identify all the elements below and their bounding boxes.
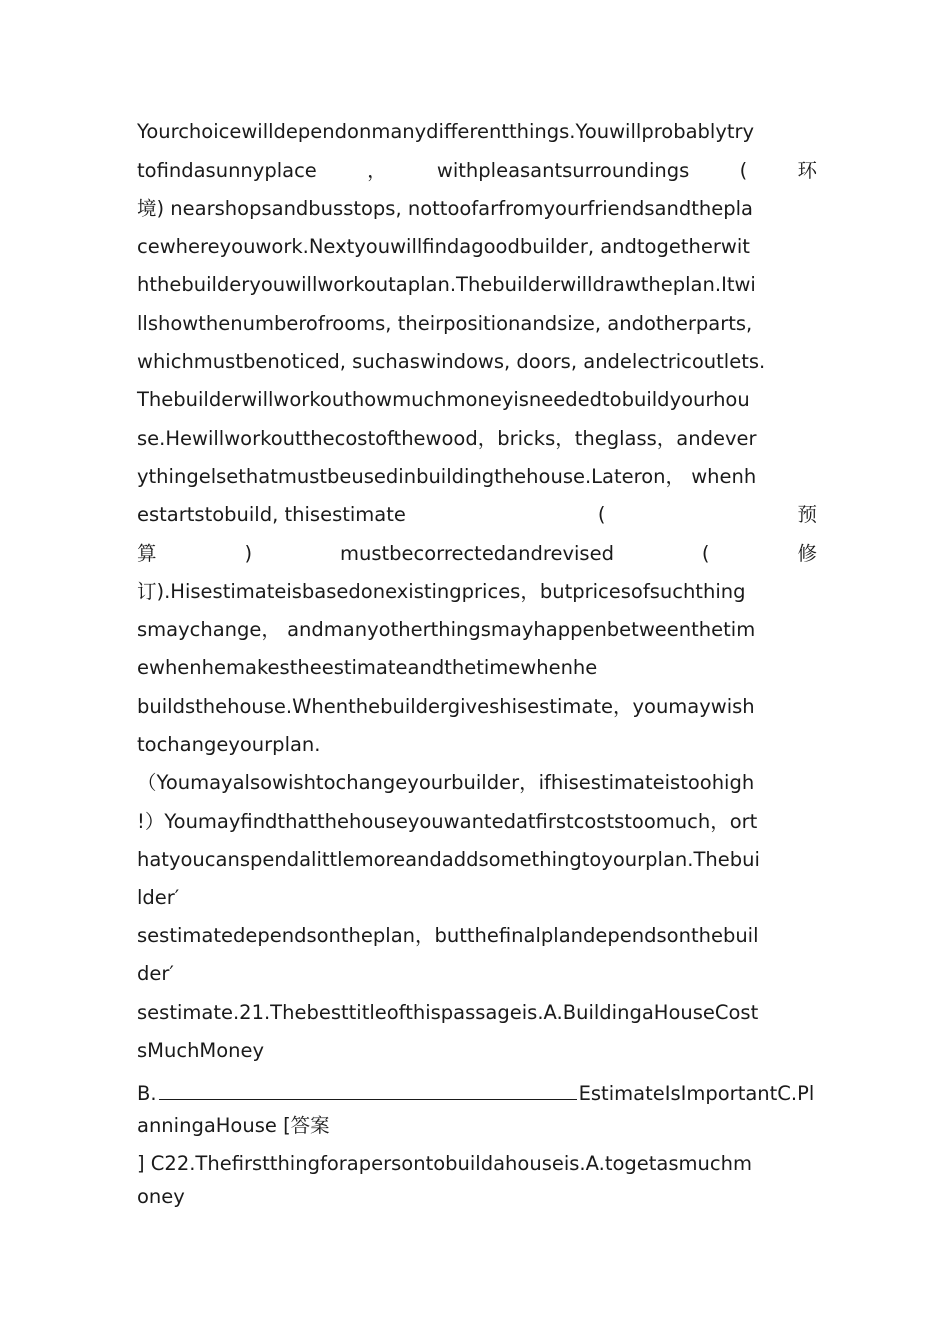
text-line: 境) nearshopsandbusstops, nottoofarfromyourfriendsandthepla (137, 197, 753, 220)
text-line: ythingelsethatmustbeusedinbuildingthehouse.Lateron， whenh (137, 465, 757, 488)
text-fragment: ( (739, 159, 748, 182)
text-fragment: 算 (137, 542, 157, 565)
text-line: smaychange， andmanyotherthingsmayhappenbetweenthetim (137, 618, 756, 641)
text-line: whichmustbenoticed, suchaswindows, doors, andelectricoutlets. (137, 350, 766, 373)
text-line: oney (137, 1185, 185, 1208)
text-fragment: ) (244, 542, 253, 565)
text-fragment: tofindasunnyplace (137, 159, 317, 182)
text-line: tochangeyourplan. (137, 733, 321, 756)
text-line: hthebuilderyouwillworkoutaplan.Thebuilderwilldrawtheplan.Itwi (137, 273, 756, 296)
text-line: ewhenhemakestheestimateandthetimewhenhe (137, 656, 598, 679)
text-line: llshowthenumberofrooms, theirpositionandsize, andotherparts, (137, 312, 753, 335)
text-line-justified (137, 159, 817, 183)
text-line: hatyoucanspendalittlemoreandaddsomethingtoyourplan.Thebui (137, 848, 760, 871)
text-line: 订).Hisestimateisbasedonexistingprices，butpricesofsuchthing (137, 580, 746, 603)
text-fragment: 修 (797, 542, 817, 565)
text-line: Yourchoicewilldependonmanydifferentthings.Youwillprobablytry (137, 120, 755, 143)
text-fragment: withpleasantsurroundings (436, 159, 690, 182)
text-line-justified (137, 542, 817, 566)
text-line: Thebuilderwillworkouthowmuchmoneyisneededtobuildyourhou (137, 388, 750, 411)
text-fragment: ( (597, 503, 606, 526)
text-line: sMuchMoney (137, 1039, 265, 1062)
answer-blank-line (137, 1077, 817, 1106)
text-line: ] C22.Thefirstthingforapersontobuildahouseis.A.togetasmuchm (137, 1152, 752, 1175)
text-line: der′ (137, 962, 174, 985)
text-line-justified (137, 503, 817, 527)
text-fragment: estartstobuild, thisestimate (137, 503, 406, 526)
text-line: buildsthehouse.Whenthebuildergiveshisestimate，youmaywish (137, 695, 755, 718)
text-fragment: 环 (797, 159, 817, 182)
text-line: se.Hewillworkoutthecostofthewood，bricks，theglass，andever (137, 427, 757, 450)
text-line: sestimate.21.Thebesttitleofthispassageis.A.BuildingaHouseCost (137, 1001, 759, 1024)
text-line: lder′ (137, 886, 180, 909)
answer-blank (159, 1077, 577, 1100)
text-fragment: 预 (797, 503, 817, 526)
text-fragment: ( (701, 542, 710, 565)
text-fragment: ， (367, 159, 387, 182)
text-line: cewhereyouwork.Nextyouwillfindagoodbuilder, andtogetherwit (137, 235, 750, 258)
text-fragment: mustbecorrectedandrevised (340, 542, 614, 565)
text-fragment: B. (137, 1082, 157, 1105)
text-line: anningaHouse [答案 (137, 1114, 330, 1137)
text-line: sestimatedependsontheplan，butthefinalplandependsonthebuil (137, 924, 759, 947)
text-line: （Youmayalsowishtochangeyourbuilder，ifhisestimateistoohigh (137, 771, 755, 794)
text-fragment: EstimateIsImportantC.Pl (578, 1082, 815, 1105)
text-line: !）Youmayfindthatthehouseyouwantedatfirstcoststoomuch，ort (137, 810, 758, 833)
